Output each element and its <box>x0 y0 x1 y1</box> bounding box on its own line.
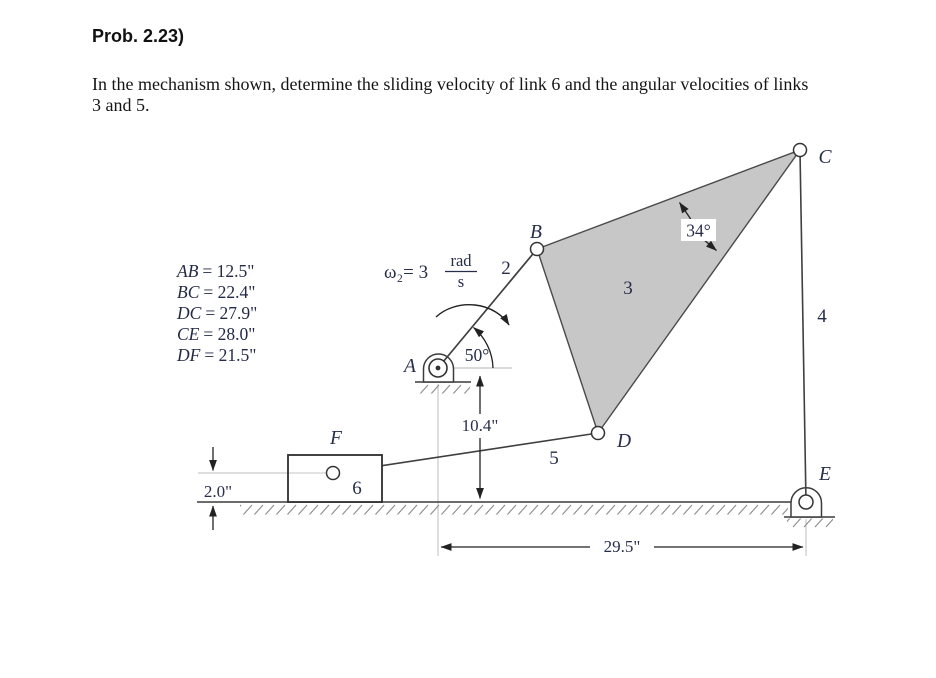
joint-b-label: B <box>530 222 542 243</box>
joint-a-pin-center <box>436 366 441 371</box>
joint-d-label: D <box>616 431 632 452</box>
dim-row-ab: AB = 12.5" <box>177 261 255 281</box>
ground-hatching <box>240 504 788 515</box>
link3-plate <box>537 150 800 433</box>
crank-angle-label: 50° <box>464 345 490 365</box>
joint-e-pin <box>799 495 813 509</box>
dim-row-ce: CE = 28.0" <box>177 324 256 344</box>
joint-f-pin <box>327 467 340 480</box>
joint-e-label: E <box>819 464 831 485</box>
link2-label: 2 <box>501 258 511 279</box>
omega2-label: ω₂= 3 <box>384 262 429 283</box>
omega2-rotation-arrow <box>436 305 509 325</box>
link4-rocker <box>800 151 806 502</box>
dim-104-label: 10.4" <box>461 416 499 435</box>
dim-row-df: DF = 21.5" <box>177 345 257 365</box>
link4-label: 4 <box>817 306 827 327</box>
joint-b-pin <box>531 243 544 256</box>
statement-line-1: In the mechanism shown, determine the sliding velocity of link 6 and the angular velocities of links <box>92 74 809 94</box>
link5-label: 5 <box>549 448 559 469</box>
problem-number: Prob. 2.23) <box>92 26 185 46</box>
joint-c-label: C <box>818 147 832 168</box>
link6-label: 6 <box>352 478 362 499</box>
omega2-frac-denominator: s <box>457 272 465 291</box>
pivot-a-hatching <box>418 384 470 394</box>
joint-a-label: A <box>404 356 416 377</box>
joint-d-pin <box>592 427 605 440</box>
pivot-e-hatching <box>787 519 833 529</box>
dim-295-label: 29.5" <box>603 537 641 556</box>
omega2-frac-numerator: rad <box>450 251 472 270</box>
dim-row-dc: DC = 27.9" <box>177 303 258 323</box>
link3-label: 3 <box>623 278 633 299</box>
joint-c-pin <box>794 144 807 157</box>
joint-f-label: F <box>330 428 342 449</box>
plate-angle-label: 34° <box>686 220 711 241</box>
dim-20-label: 2.0" <box>203 482 233 501</box>
dim-row-bc: BC = 22.4" <box>177 282 256 302</box>
statement-line-2: 3 and 5. <box>92 95 150 115</box>
